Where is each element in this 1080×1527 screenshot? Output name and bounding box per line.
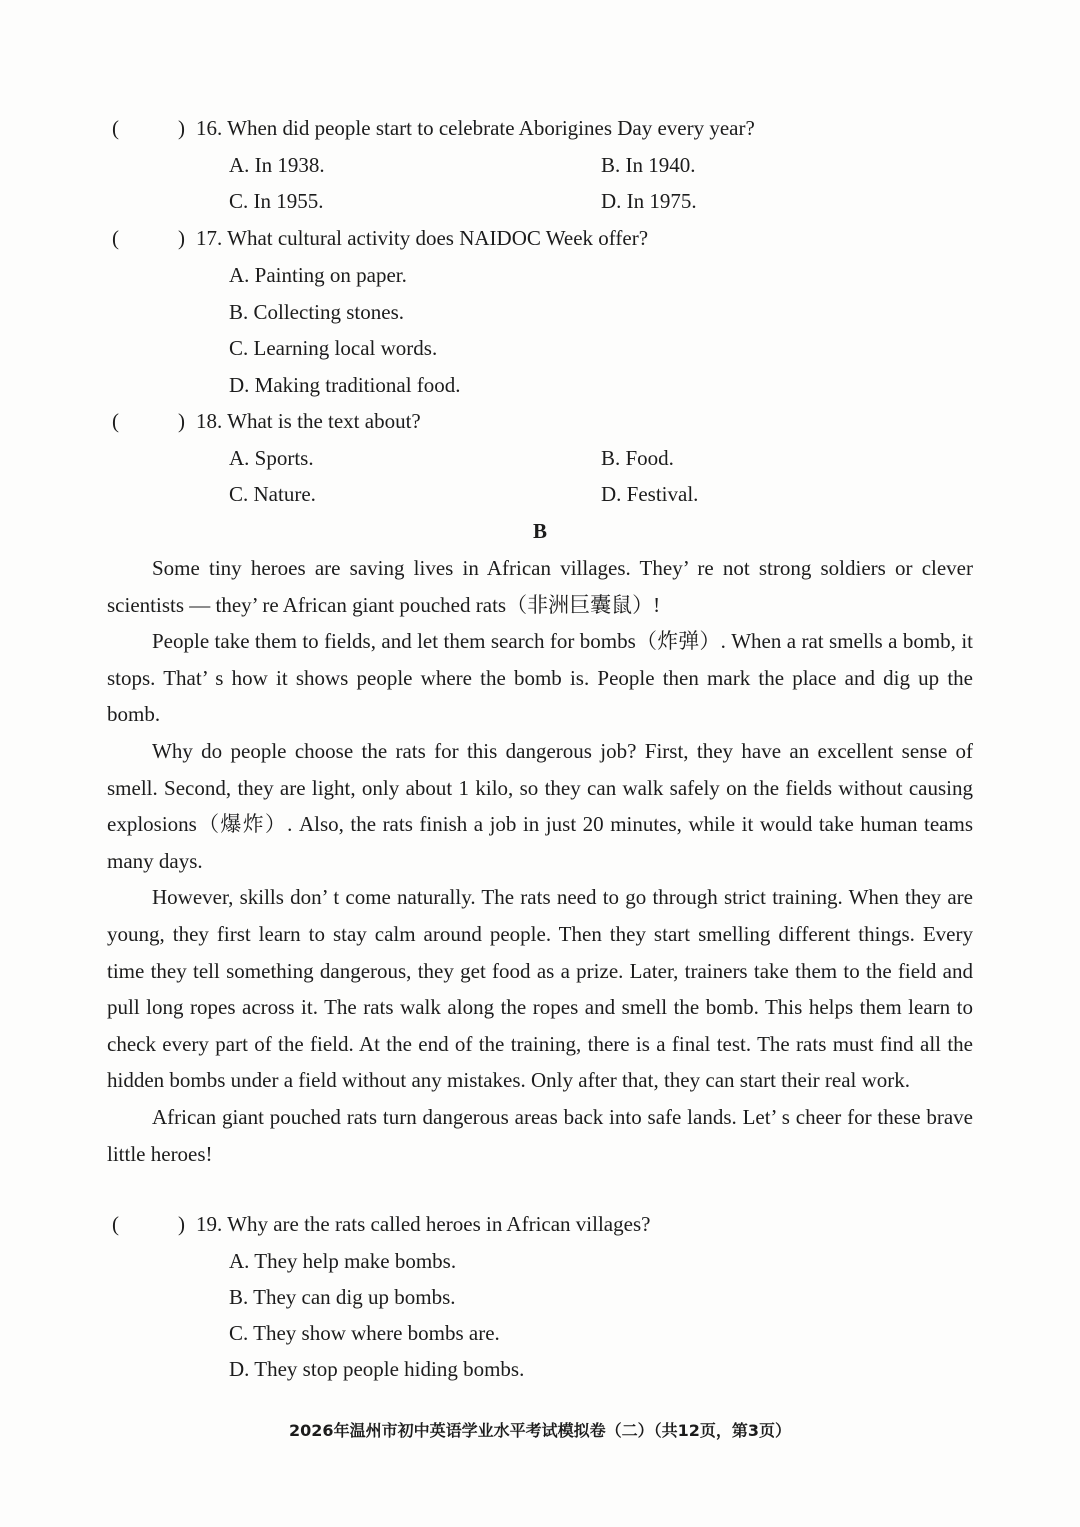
answer-paren-close: ) xyxy=(178,409,185,433)
question-text: 16. When did people start to celebrate Aborigines Day every year? xyxy=(196,116,755,140)
passage-paragraph: People take them to fields, and let them search for bombs（炸弹）. When a rat smells a bomb, it stops. That’ s how it shows people where the bomb is. People then mark the place and dig up the bomb. xyxy=(107,629,973,727)
option-c: C. Nature. xyxy=(229,482,316,506)
reading-passage xyxy=(107,550,973,1172)
question-text: 17. What cultural activity does NAIDOC Week offer? xyxy=(196,226,649,250)
passage-paragraph: Why do people choose the rats for this dangerous job? First, they have an excellent sense of smell. Second, they are light, only about 1 kilo, so they can walk safely on the fields without causing explosions（爆炸）. Also, the rats finish a job in just 20 minutes, while it would take human teams many days. xyxy=(107,738,973,873)
option-d: D. In 1975. xyxy=(601,189,697,213)
page-footer: 2026年温州市初中英语学业水平考试模拟卷（二）（共12页，第3页） xyxy=(289,1421,791,1440)
answer-paren-open: ( xyxy=(112,409,119,433)
option-d: D. They stop people hiding bombs. xyxy=(229,1357,525,1381)
answer-paren-open: ( xyxy=(112,1212,119,1236)
option-c: C. They show where bombs are. xyxy=(229,1321,500,1345)
answer-paren-close: ) xyxy=(178,226,185,250)
question-text: 18. What is the text about? xyxy=(196,409,421,433)
option-a: A. Painting on paper. xyxy=(229,263,407,287)
answer-paren-close: ) xyxy=(178,1212,185,1236)
option-b: B. In 1940. xyxy=(601,153,696,177)
section-b-title: B xyxy=(532,519,547,543)
option-b: B. They can dig up bombs. xyxy=(229,1285,456,1309)
answer-paren-close: ) xyxy=(178,116,185,140)
answer-paren-open: ( xyxy=(112,116,119,140)
option-d: D. Festival. xyxy=(601,482,699,506)
option-a: A. Sports. xyxy=(229,446,314,470)
option-a: A. In 1938. xyxy=(229,153,325,177)
option-d: D. Making traditional food. xyxy=(229,373,461,397)
option-b: B. Food. xyxy=(601,446,674,470)
passage-paragraph: Some tiny heroes are saving lives in African villages. They’ re not strong soldiers or clever scientists — they’ re African giant pouched rats（非洲巨囊鼠）! xyxy=(107,556,973,617)
option-b: B. Collecting stones. xyxy=(229,300,404,324)
option-c: C. Learning local words. xyxy=(229,336,438,360)
option-a: A. They help make bombs. xyxy=(229,1249,457,1273)
option-c: C. In 1955. xyxy=(229,189,324,213)
question-text: 19. Why are the rats called heroes in African villages? xyxy=(196,1212,651,1236)
passage-paragraph: However, skills don’ t come naturally. The rats need to go through strict training. When they are young, they first learn to stay calm around people. Then they start smelling different things. Every time they tell something dangerous, they get food as a prize. Later, trainers take them to the field and pull long ropes across it. The rats walk along the ropes and smell the bomb. This helps them learn to check every part of the field. At the end of the training, there is a final test. The rats must find all the hidden bombs under a field without any mistakes. Only after that, they can start their real work. xyxy=(107,885,973,1093)
passage-paragraph: African giant pouched rats turn dangerous areas back into safe lands. Let’ s cheer for these brave little heroes! xyxy=(107,1104,973,1166)
answer-paren-open: ( xyxy=(112,226,119,250)
